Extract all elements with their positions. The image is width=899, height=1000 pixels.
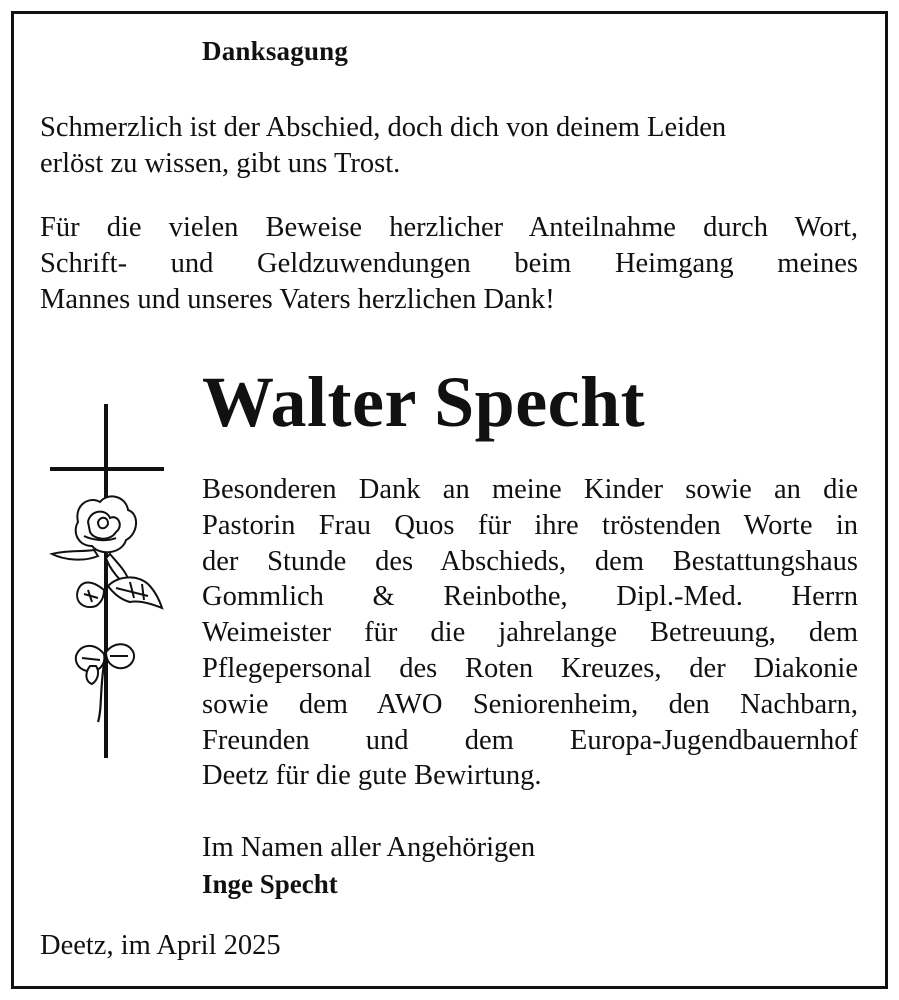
thanks-line-2: Pastorin Frau Quos für ihre tröstenden Worte in <box>202 509 858 541</box>
thanks-line-3: der Stunde des Abschieds, dem Bestattungshaus <box>202 545 858 577</box>
thanks-line-6: Pflegepersonal des Roten Kreuzes, der Diakonie <box>202 652 858 684</box>
thanks-line-9: Deetz für die gute Bewirtung. <box>202 760 542 792</box>
special-thanks-paragraph <box>202 472 858 794</box>
thanks-line-1: Besonderen Dank an meine Kinder sowie an die <box>202 474 858 505</box>
intro-line-1: Schmerzlich ist der Abschied, doch dich von deinem Leiden <box>40 112 727 143</box>
deceased-name: Walter Specht <box>202 362 646 442</box>
thanks-line-7: sowie dem AWO Seniorenheim, den Nachbarn, <box>202 688 858 720</box>
gratitude-line-1: Für die vielen Beweise herzlicher Anteilnahme durch Wort, <box>40 212 858 243</box>
signer-name: Inge Specht <box>202 869 338 899</box>
place-and-date: Deetz, im April 2025 <box>40 930 281 961</box>
gratitude-line-2: Schrift- und Geldzuwendungen beim Heimgang meines <box>40 248 858 279</box>
intro-paragraph <box>40 110 858 182</box>
notice-heading: Danksagung <box>202 36 349 66</box>
signoff-text: Im Namen aller Angehörigen <box>202 832 536 863</box>
cross-with-rose-icon <box>44 404 168 760</box>
thanks-line-4: Gommlich & Reinbothe, Dipl.-Med. Herrn <box>202 581 858 613</box>
thanks-line-5: Weimeister für die jahrelange Betreuung, dem <box>202 617 858 649</box>
gratitude-line-3: Mannes und unseres Vaters herzlichen Dank! <box>40 284 555 315</box>
gratitude-paragraph <box>40 210 858 318</box>
intro-line-2: erlöst zu wissen, gibt uns Trost. <box>40 148 401 179</box>
thanks-line-8: Freunden und dem Europa-Jugendbauernhof <box>202 724 858 756</box>
